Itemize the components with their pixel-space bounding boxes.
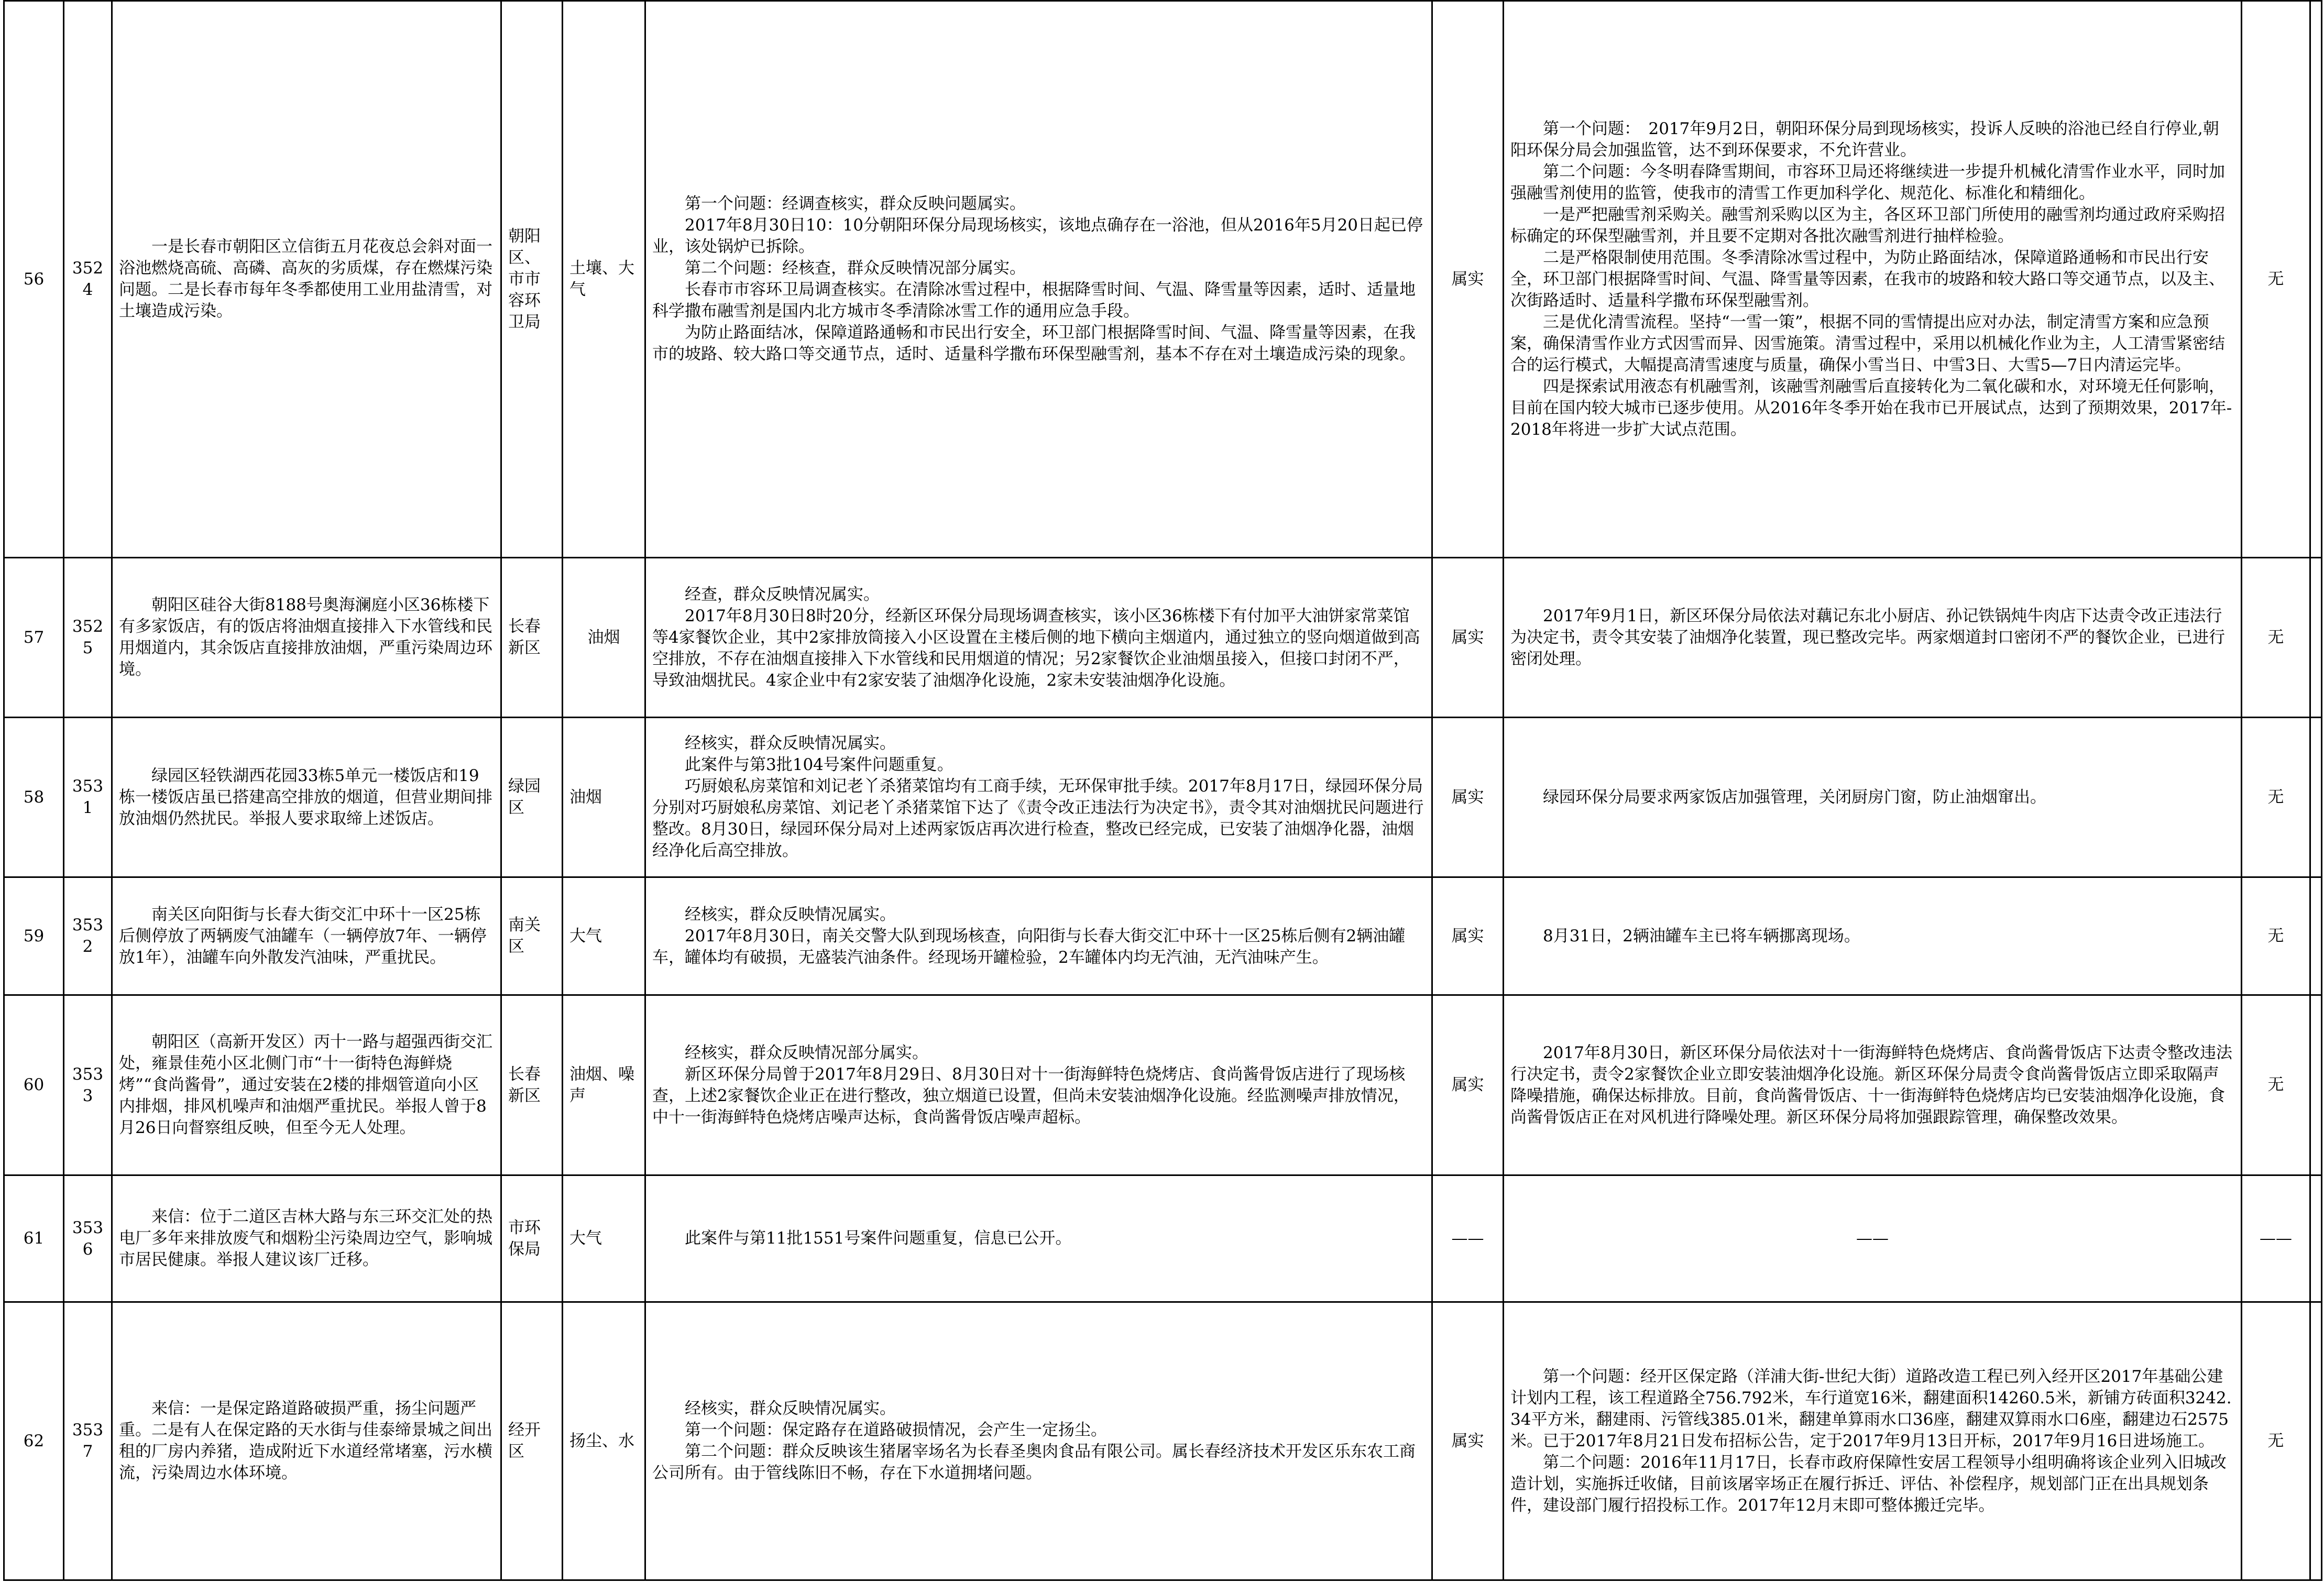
complaint-text: 来信：一是保定路道路破损严重，扬尘问题严重。二是有人在保定路的天水街与佳泰缔景城之间出租的厂房内养猪，造成附近下水道经常堵塞，污水横流，污染周边水体环境。 (119, 1399, 492, 1482)
pollution-type: 土壤、大气 (563, 1, 645, 558)
row-number: 61 (4, 1175, 64, 1302)
findings-cell (645, 1302, 1432, 1580)
handling-cell (1504, 558, 2242, 718)
table-row (4, 995, 2322, 1175)
table-row (4, 558, 2322, 718)
handling-text: 第一个问题： 2017年9月2日，朝阳环保分局到现场核实，投诉人反映的浴池已经自行停业,朝阳环保分局会加强监管，达不到环保要求，不允许营业。 (1510, 119, 2219, 160)
complaint-text: 朝阳区（高新开发区）丙十一路与超强西街交汇处，雍景佳苑小区北侧门市“十一街特色海鲜烧烤”“食尚酱骨”，通过安装在2楼的排烟管道向小区内排烟，排风机噪声和油烟严重扰民。举报人曾于8月26日向督察组反映，但至今无人处理。 (119, 1032, 492, 1137)
complaint-cell (112, 718, 501, 877)
handling-cell (1504, 1, 2242, 558)
complaint-text: 绿园区轻铁湖西花园33栋5单元一楼饭店和19栋一楼饭店虽已搭建高空排放的烟道，但营业期间排放油烟仍然扰民。举报人要求取缔上述饭店。 (119, 766, 492, 828)
table-row (4, 1175, 2322, 1302)
row-number: 60 (4, 995, 64, 1175)
verification-status: 属实 (1432, 995, 1504, 1175)
handling-cell (1504, 718, 2242, 877)
case-table (3, 0, 2322, 1581)
complaint-cell (112, 1175, 501, 1302)
handling-text: 2017年8月30日，新区环保分局依法对十一街海鲜特色烧烤店、食尚酱骨饭店下达责令整改违法行决定书，责令2家餐饮企业立即安装油烟净化设施。新区环保分局责令食尚酱骨饭店立即采取隔声降噪措施，确保达标排放。目前，食尚酱骨饭店、十一街海鲜特色烧烤店均已安装油烟净化设施，食尚酱骨饭店正在对风机进行降噪处理。新区环保分局将加强跟踪管理，确保整改效果。 (1510, 1043, 2233, 1127)
complaint-text: 来信：位于二道区吉林大路与东三环交汇处的热电厂多年来排放废气和烟粉尘污染周边空气，影响城市居民健康。举报人建议该厂迁移。 (119, 1207, 492, 1269)
responsible-area: 长春新区 (501, 558, 563, 718)
table-row (4, 877, 2322, 995)
extra-column (2310, 1, 2322, 558)
table-row (4, 718, 2322, 877)
row-number: 56 (4, 1, 64, 558)
handling-text: 二是严格限制使用范围。冬季清除冰雪过程中，为防止路面结冰，保障道路通畅和市民出行安全，环卫部门根据降雪时间、气温、降雪量等因素，在我市的坡路和较大路口等交通节点，以及主、次街路适时、适量科学撒布环保型融雪剂。 (1510, 248, 2225, 310)
findings-text: 第二个问题：群众反映该生猪屠宰场名为长春圣奥肉食品有限公司。属长春经济技术开发区乐东农工商公司所有。由于管线陈旧不畅，存在下水道拥堵问题。 (652, 1442, 1416, 1482)
handling-text: 2017年9月1日，新区环保分局依法对藕记东北小厨店、孙记铁锅炖牛肉店下达责令改正违法行为决定书，责令其安装了油烟净化装置，现已整改完毕。两家烟道封口密闭不严的餐饮企业，已进行密闭处理。 (1510, 606, 2225, 668)
pollution-type: 大气 (563, 1175, 645, 1302)
verification-status: 属实 (1432, 718, 1504, 877)
handling-text: 第二个问题：2016年11月17日，长春市政府保障性安居工程领导小组明确将该企业列入旧城改造计划，实施拆迁收储，目前该屠宰场正在履行拆迁、评估、补偿程序，规划部门正在出具规划条件，建设部门履行招投标工作。2017年12月末即可整体搬迁完毕。 (1510, 1453, 2227, 1515)
accountability: 无 (2242, 1, 2310, 558)
verification-status: 属实 (1432, 558, 1504, 718)
case-id: 3531 (64, 718, 112, 877)
complaint-cell (112, 995, 501, 1175)
handling-text: 8月31日，2辆油罐车主已将车辆挪离现场。 (1543, 926, 1860, 946)
responsible-area: 长春新区 (501, 995, 563, 1175)
handling-text: 第二个问题：今冬明春降雪期间，市容环卫局还将继续进一步提升机械化清雪作业水平，同时加强融雪剂使用的监管，使我市的清雪工作更加科学化、规范化、标准化和精细化。 (1510, 162, 2225, 203)
findings-text: 经核实，群众反映情况部分属实。 (685, 1043, 928, 1062)
findings-text: 此案件与第11批1551号案件问题重复，信息已公开。 (685, 1229, 1072, 1248)
pollution-type: 油烟、噪声 (563, 995, 645, 1175)
findings-text: 经查，群众反映情况属实。 (685, 585, 880, 604)
extra-column (2310, 1302, 2322, 1580)
responsible-area: 南关区 (501, 877, 563, 995)
findings-text: 巧厨娘私房菜馆和刘记老丫杀猪菜馆均有工商手续，无环保审批手续。2017年8月17日，绿园环保分局分别对巧厨娘私房菜馆、刘记老丫杀猪菜馆下达了《责令改正违法行为决定书》，责令其对油烟扰民问题进行整改。8月30日，绿园环保分局对上述两家饭店再次进行检查，整改已经完成，已安装了油烟净化器，油烟经净化后高空排放。 (652, 777, 1424, 860)
extra-column (2310, 718, 2322, 877)
case-id: 3532 (64, 877, 112, 995)
accountability: 无 (2242, 1302, 2310, 1580)
table-body (4, 1, 2322, 1580)
accountability: 无 (2242, 558, 2310, 718)
table-row (4, 1302, 2322, 1580)
extra-column (2310, 995, 2322, 1175)
complaint-cell (112, 558, 501, 718)
pollution-type: 油烟 (563, 718, 645, 877)
complaint-text: 朝阳区硅谷大街8188号奥海澜庭小区36栋楼下有多家饭店，有的饭店将油烟直接排入下水管线和民用烟道内，其余饭店直接排放油烟，严重污染周边环境。 (119, 596, 492, 679)
extra-column (2310, 558, 2322, 718)
findings-text: 经核实，群众反映情况属实。 (685, 734, 896, 753)
findings-text: 长春市市容环卫局调查核实。在清除冰雪过程中，根据降雪时间、气温、降雪量等因素，适时、适量地科学撒布融雪剂是国内北方城市冬季清除冰雪工作的通用应急手段。 (652, 280, 1416, 321)
case-id: 3524 (64, 1, 112, 558)
pollution-type: 扬尘、水 (563, 1302, 645, 1580)
verification-status: 属实 (1432, 877, 1504, 995)
accountability: —— (2242, 1175, 2310, 1302)
verification-status: —— (1432, 1175, 1504, 1302)
handling-text: 第一个问题：经开区保定路（洋浦大街-世纪大街）道路改造工程已列入经开区2017年基础公建计划内工程，该工程道路全756.792米，车行道宽16米，翻建面积14260.5米，新铺方砖面积3242.34平方米，翻建雨、污管线385.01米，翻建单算雨水口36座，翻建双算雨水口6座，翻建边石2575米。已于2017年8月21日发布招标公告，定于2017年9月13日开标，2017年9月16日进场施工。 (1510, 1367, 2232, 1450)
handling-text: 一是严把融雪剂采购关。融雪剂采购以区为主，各区环卫部门所使用的融雪剂均通过政府采购招标确定的环保型融雪剂，并且要不定期对各批次融雪剂进行抽样检验。 (1510, 205, 2225, 246)
verification-status: 属实 (1432, 1302, 1504, 1580)
complaint-cell (112, 1, 501, 558)
handling-text: 三是优化清雪流程。坚持“一雪一策”，根据不同的雪情提出应对办法，制定清雪方案和应急预案，确保清雪作业方式因雪而异、因雪施策。清雪过程中，采用以机械化作业为主，人工清雪紧密结合的运行模式，大幅提高清雪速度与质量，确保小雪当日、中雪3日、大雪5—7日内清运完毕。 (1510, 312, 2225, 375)
case-id: 3525 (64, 558, 112, 718)
row-number: 62 (4, 1302, 64, 1580)
handling-text: —— (1856, 1229, 1889, 1248)
findings-text: 新区环保分局曾于2017年8月29日、8月30日对十一街海鲜特色烧烤店、食尚酱骨饭店进行了现场核查，上述2家餐饮企业正在进行整改，独立烟道已设置，但尚未安装油烟净化设施。经监测噪声排放情况，中十一街海鲜特色烧烤店噪声达标，食尚酱骨饭店噪声超标。 (652, 1064, 1410, 1127)
findings-cell (645, 1175, 1432, 1302)
findings-text: 2017年8月30日，南关交警大队到现场核查，向阳街与长春大街交汇中环十一区25栋后侧有2辆油罐车，罐体均有破损，无盛装汽油条件。经现场开罐检验，2车罐体内均无汽油，无汽油味产生。 (652, 926, 1406, 967)
accountability: 无 (2242, 877, 2310, 995)
accountability: 无 (2242, 995, 2310, 1175)
accountability: 无 (2242, 718, 2310, 877)
handling-text: 绿园环保分局要求两家饭店加强管理，关闭厨房门窗，防止油烟窜出。 (1543, 787, 2046, 807)
handling-cell (1504, 1175, 2242, 1302)
findings-text: 第一个问题：经调查核实，群众反映问题属实。 (685, 194, 1026, 213)
findings-cell (645, 877, 1432, 995)
case-id: 3536 (64, 1175, 112, 1302)
findings-cell (645, 558, 1432, 718)
complaint-text: 南关区向阳街与长春大街交汇中环十一区25栋后侧停放了两辆废气油罐车（一辆停放7年、一辆停放1年），油罐车向外散发汽油味，严重扰民。 (119, 905, 487, 967)
findings-text: 第一个问题：保定路存在道路破损情况，会产生一定扬尘。 (685, 1421, 1107, 1439)
row-number: 57 (4, 558, 64, 718)
findings-text: 经核实，群众反映情况属实。 (685, 1399, 896, 1418)
findings-text: 2017年8月30日10：10分朝阳环保分局现场核实，该地点确存在一浴池，但从2016年5月20日起已停业，该处锅炉已拆除。 (652, 216, 1423, 256)
extra-column (2310, 877, 2322, 995)
findings-text: 此案件与第3批104号案件问题重复。 (685, 755, 953, 774)
row-number: 59 (4, 877, 64, 995)
responsible-area: 朝阳区、市市容环卫局 (501, 1, 563, 558)
findings-cell (645, 718, 1432, 877)
findings-text: 第二个问题：经核查，群众反映情况部分属实。 (685, 259, 1026, 278)
responsible-area: 经开区 (501, 1302, 563, 1580)
pollution-type: 油烟 (563, 558, 645, 718)
pollution-type: 大气 (563, 877, 645, 995)
complaint-cell (112, 877, 501, 995)
handling-cell (1504, 1302, 2242, 1580)
extra-column (2310, 1175, 2322, 1302)
findings-cell (645, 995, 1432, 1175)
handling-cell (1504, 995, 2242, 1175)
findings-text: 经核实，群众反映情况属实。 (685, 905, 896, 924)
verification-status: 属实 (1432, 1, 1504, 558)
handling-text: 四是探索试用液态有机融雪剂，该融雪剂融雪后直接转化为二氧化碳和水，对环境无任何影响，目前在国内较大城市已逐步使用。从2016年冬季开始在我市已开展试点，达到了预期效果，2017年-2018年将进一步扩大试点范围。 (1510, 377, 2232, 439)
case-id: 3533 (64, 995, 112, 1175)
findings-cell (645, 1, 1432, 558)
responsible-area: 市环保局 (501, 1175, 563, 1302)
row-number: 58 (4, 718, 64, 877)
case-id: 3537 (64, 1302, 112, 1580)
findings-text: 2017年8月30日8时20分，经新区环保分局现场调查核实，该小区36栋楼下有付加平大油饼家常菜馆等4家餐饮企业，其中2家排放筒接入小区设置在主楼后侧的地下横向主烟道内，通过独立的竖向烟道做到高空排放，不存在油烟直接排入下水管线和民用烟道的情况；另2家餐饮企业油烟虽接入，但接口封闭不严，导致油烟扰民。4家企业中有2家安装了油烟净化设施，2家未安装油烟净化设施。 (652, 606, 1420, 690)
handling-cell (1504, 877, 2242, 995)
complaint-text: 一是长春市朝阳区立信街五月花夜总会斜对面一浴池燃烧高硫、高磷、高灰的劣质煤，存在燃煤污染问题。二是长春市每年冬季都使用工业用盐清雪，对土壤造成污染。 (119, 237, 492, 321)
table-row (4, 1, 2322, 558)
findings-text: 为防止路面结冰，保障道路通畅和市民出行安全，环卫部门根据降雪时间、气温、降雪量等因素，在我市的坡路、较大路口等交通节点，适时、适量科学撒布环保型融雪剂，基本不存在对土壤造成污染的现象。 (652, 323, 1416, 364)
responsible-area: 绿园区 (501, 718, 563, 877)
complaint-cell (112, 1302, 501, 1580)
